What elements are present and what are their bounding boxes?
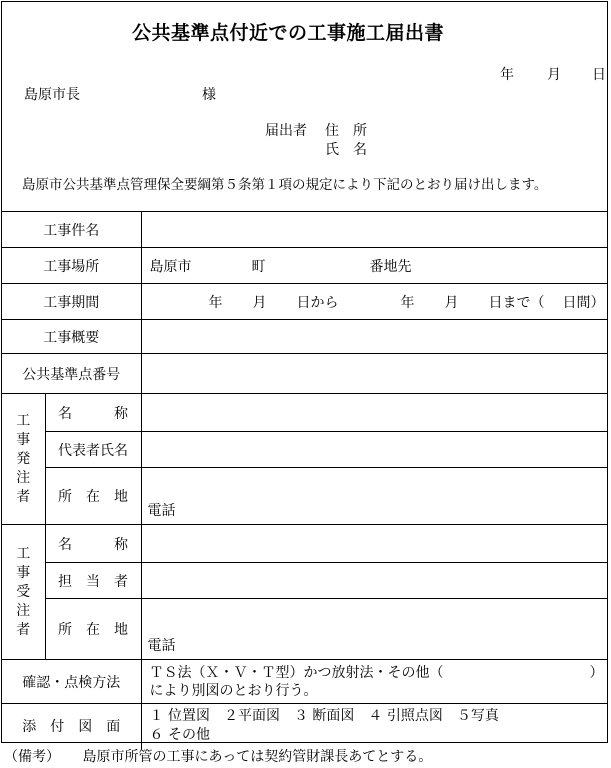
place-city: 島原市 [149, 258, 192, 275]
orderer-location-row [2, 468, 607, 525]
period-month-from: 月 [252, 294, 267, 311]
date-month-label: 月 [547, 67, 561, 83]
orderer-name-field[interactable] [141, 394, 607, 432]
attach-label: 添 付 図 面 [2, 704, 141, 749]
contractor-location-label: 所 在 地 [45, 599, 141, 660]
work-place-label: 工事場所 [2, 248, 141, 284]
contractor-name-row [2, 525, 607, 563]
applicant-name-label: 氏 名 [325, 142, 367, 158]
orderer-group-label: 工 事 発 注 者 [2, 394, 45, 525]
method-label: 確認・点検方法 [2, 660, 141, 704]
orderer-name-label: 名 称 [45, 394, 141, 432]
method-text-line2: により別図のとおり行う。 [149, 682, 318, 699]
attach-line1: １ 位置図 ２平面図 ３ 断面図 ４ 引照点図 ５写真 [149, 708, 499, 725]
orderer-representative-field[interactable] [141, 432, 607, 468]
work-summary-field[interactable] [141, 320, 607, 354]
form-frame [1, 1, 608, 743]
contractor-name-field[interactable] [141, 525, 607, 563]
contractor-group-label: 工 事 受 注 者 [2, 525, 45, 660]
work-period-field[interactable] [141, 284, 607, 320]
period-day-from: 日から [296, 294, 339, 311]
work-summary-label: 工事概要 [2, 320, 141, 354]
contractor-person-label: 担 当 者 [45, 563, 141, 599]
period-year-to: 年 [400, 294, 415, 311]
orderer-phone-label: 電話 [147, 503, 176, 519]
remarks [4, 746, 432, 766]
contractor-person-field[interactable] [141, 563, 607, 599]
method-close-paren: ） [589, 664, 604, 681]
work-place-field[interactable] [141, 248, 607, 284]
contractor-person-row [2, 563, 607, 599]
method-field[interactable] [141, 660, 607, 704]
period-year-from: 年 [208, 294, 223, 311]
work-name-row [2, 212, 607, 248]
date-day-label: 日 [592, 67, 606, 83]
period-days: 日間） [562, 294, 605, 311]
applicant-label: 届出者 [265, 123, 307, 139]
contractor-phone-label: 電話 [147, 638, 176, 654]
addressee: 島原市長 [24, 87, 80, 103]
period-day-to: 日まで（ [488, 294, 545, 311]
attach-field[interactable] [141, 704, 607, 749]
form-title: 公共基準点付近での工事施工届出書 [132, 22, 445, 44]
work-name-field[interactable] [141, 212, 607, 248]
statement: 島原市公共基準点管理保全要綱第５条第１項の規定により下記のとおり届け出します。 [22, 177, 548, 193]
applicant-address-label: 住 所 [325, 123, 367, 139]
contractor-location-field[interactable] [141, 599, 607, 660]
place-lot: 番地先 [369, 258, 412, 275]
attach-row [2, 704, 607, 749]
work-place-row [2, 248, 607, 284]
point-number-label: 公共基準点番号 [2, 354, 141, 394]
orderer-location-label: 所 在 地 [45, 468, 141, 525]
remarks-text: 島原市所管の工事にあっては契約管財課長あてとする。 [82, 749, 433, 765]
work-summary-row [2, 320, 607, 354]
contractor-location-row [2, 599, 607, 660]
work-period-label: 工事期間 [2, 284, 141, 320]
point-number-field[interactable] [141, 354, 607, 394]
form-table [2, 211, 607, 749]
method-row [2, 660, 607, 704]
orderer-name-row [2, 394, 607, 432]
contractor-name-label: 名 称 [45, 525, 141, 563]
orderer-location-field[interactable] [141, 468, 607, 525]
method-text-line1: ＴＳ法（Ｘ・Ｖ・Ｔ型）かつ放射法・その他（ [149, 664, 444, 681]
work-name-label: 工事件名 [2, 212, 141, 248]
orderer-representative-label: 代表者氏名 [45, 432, 141, 468]
attach-line2: ６ その他 [149, 727, 210, 744]
point-number-row [2, 354, 607, 394]
place-town: 町 [251, 258, 266, 275]
work-period-row [2, 284, 607, 320]
remarks-label: （備考） [4, 749, 60, 765]
date-year-label: 年 [500, 67, 514, 83]
period-month-to: 月 [444, 294, 459, 311]
addressee-honorific: 様 [202, 87, 216, 103]
orderer-rep-row [2, 432, 607, 468]
